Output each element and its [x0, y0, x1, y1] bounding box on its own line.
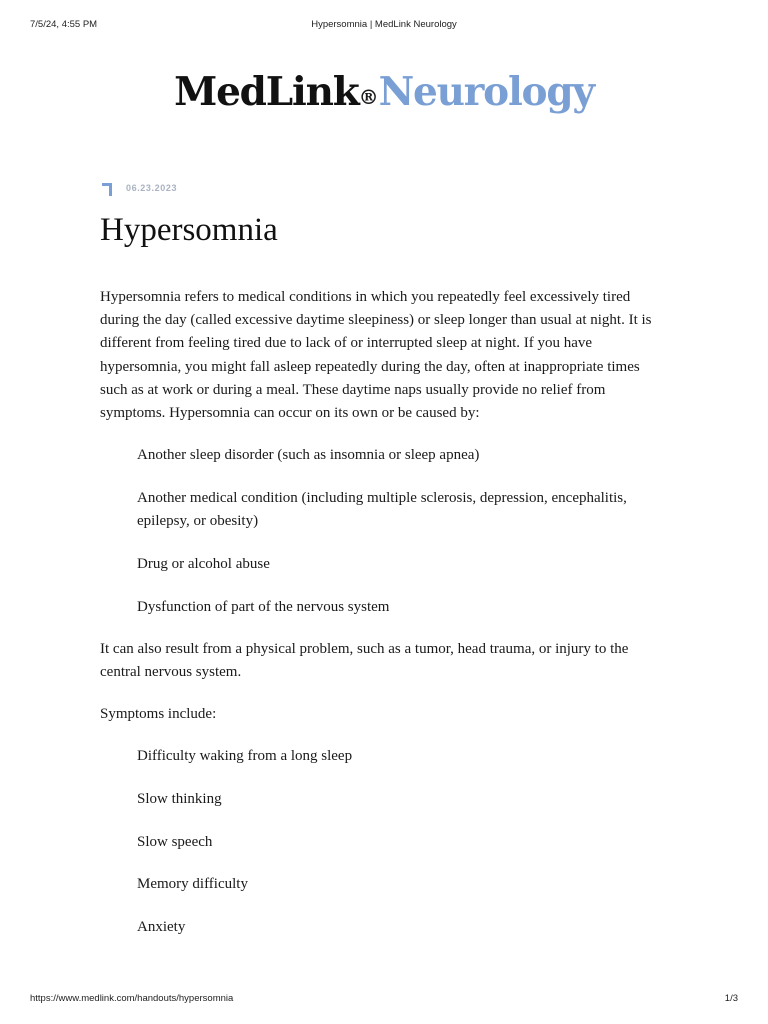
print-footer: [0, 993, 768, 1007]
print-url: https://www.medlink.com/handouts/hypersomnia: [30, 993, 234, 1004]
print-page-title: Hypersomnia | MedLink Neurology: [311, 19, 457, 30]
symptoms-heading: Symptoms include:: [100, 706, 217, 723]
list-item: Another sleep disorder (such as insomnia or sleep apnea): [137, 447, 480, 464]
article-body: [100, 286, 670, 958]
intro-paragraph: Hypersomnia refers to medical conditions in which you repeatedly feel excessively tired during the day (called excessive daytime sleepiness) or sleep longer than usual at night. It is different from feeling tired due to lack of or interrupted sleep at night. If you have hypersomnia, you might fall asleep repeatedly during the day, often at inappropriate times such as at work or during a meal. These daytime naps usually provide no relief from symptoms. Hypersomnia can occur on its own or be caused by:: [100, 289, 652, 422]
corner-bracket-icon: [102, 183, 112, 196]
medlink-neurology-logo: [0, 66, 768, 118]
logo-brand: MedLink: [174, 69, 359, 115]
print-page-number: 1/3: [724, 993, 738, 1004]
causes-list: [100, 444, 670, 619]
list-item: Difficulty waking from a long sleep: [137, 748, 353, 765]
list-item: Slow thinking: [137, 791, 222, 808]
list-item: Memory difficulty: [137, 876, 248, 893]
list-item: Drug or alcohol abuse: [137, 555, 270, 572]
print-header: [0, 19, 768, 33]
logo-registered-mark: ®: [358, 85, 379, 109]
physical-cause-paragraph: It can also result from a physical problem, such as a tumor, head trauma, or injury to the central nervous system.: [100, 640, 629, 680]
logo-accent: Neurology: [378, 69, 594, 115]
list-item: Dysfunction of part of the nervous system: [137, 598, 390, 615]
list-item: Anxiety: [137, 919, 186, 936]
symptoms-list: [100, 745, 670, 939]
print-datetime: 7/5/24, 4:55 PM: [30, 19, 98, 30]
page-title: Hypersomnia: [100, 212, 278, 248]
article-date: 06.23.2023: [126, 183, 178, 193]
list-item: Another medical condition (including multiple sclerosis, depression, encephalitis, epilepsy, or obesity): [137, 489, 627, 530]
list-item: Slow speech: [137, 833, 213, 850]
